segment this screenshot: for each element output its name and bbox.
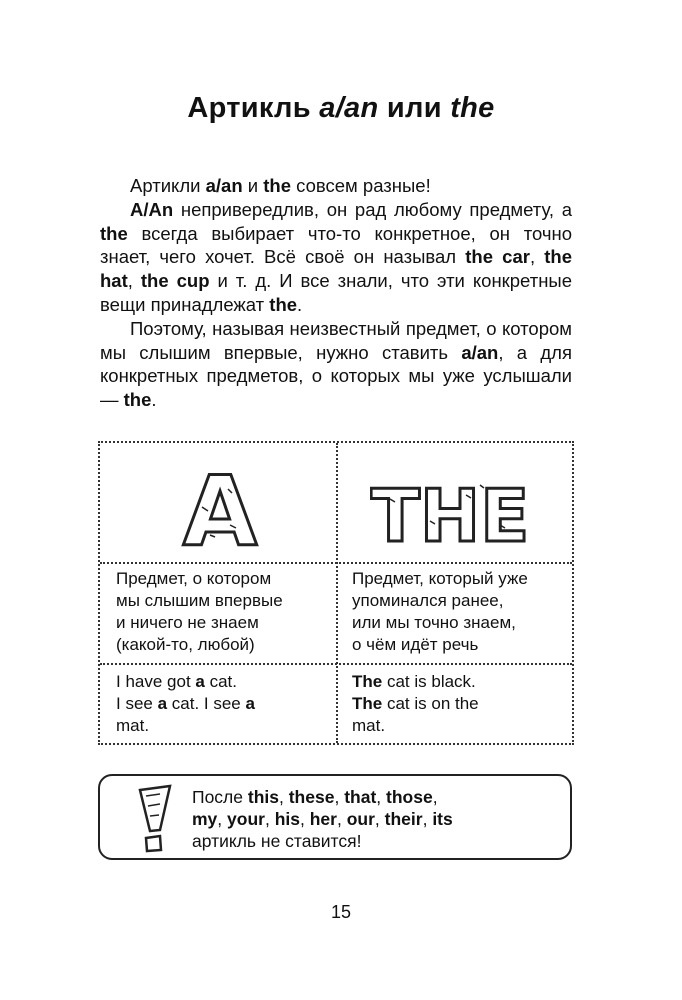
svg-text:A: A: [182, 456, 258, 555]
the-examples: The cat is black. The cat is on the mat.: [352, 672, 479, 735]
paragraph-1: Артикли a/an и the совсем разные!: [130, 175, 431, 196]
comparison-table: [98, 441, 574, 745]
paragraph-2: A/An непривередлив, он рад любому предмету, а the всегда выбирает что-то конкретное, он точно знает, чего хочет. Всё своё он называл the car, the hat, the cup и т. д. И все знали, что эти конкретные вещи принадлежат the.: [100, 198, 573, 315]
exclamation-icon: [130, 784, 178, 854]
page-title: Артикль a/an или the: [187, 92, 495, 124]
page-number: 15: [330, 902, 352, 922]
letter-a-illustration: [180, 455, 260, 555]
rule-note-text: После this, these, that, those, my, your, his, her, our, their, its артикль не ставится!: [192, 787, 453, 851]
letters-the-illustration: [370, 455, 530, 555]
a-examples: I have got a cat. I see a cat. I see a mat.: [116, 672, 255, 735]
svg-text:THE: THE: [370, 474, 530, 555]
table-divider-vertical: [336, 443, 338, 743]
the-description: Предмет, который уже упоминался ранее, или мы точно знаем, о чём идёт речь: [352, 569, 528, 654]
rule-note-box: [98, 774, 572, 860]
table-divider-row-1: [100, 562, 572, 564]
explanation-text: [100, 174, 572, 412]
table-divider-row-2: [100, 663, 572, 665]
a-description: Предмет, о котором мы слышим впервые и ничего не знаем (какой-то, любой): [116, 569, 283, 654]
paragraph-3: Поэтому, называя неизвестный предмет, о котором мы слышим впервые, нужно ставить a/an, а для конкретных предметов, о которых мы уже услышали — the.: [100, 317, 572, 411]
